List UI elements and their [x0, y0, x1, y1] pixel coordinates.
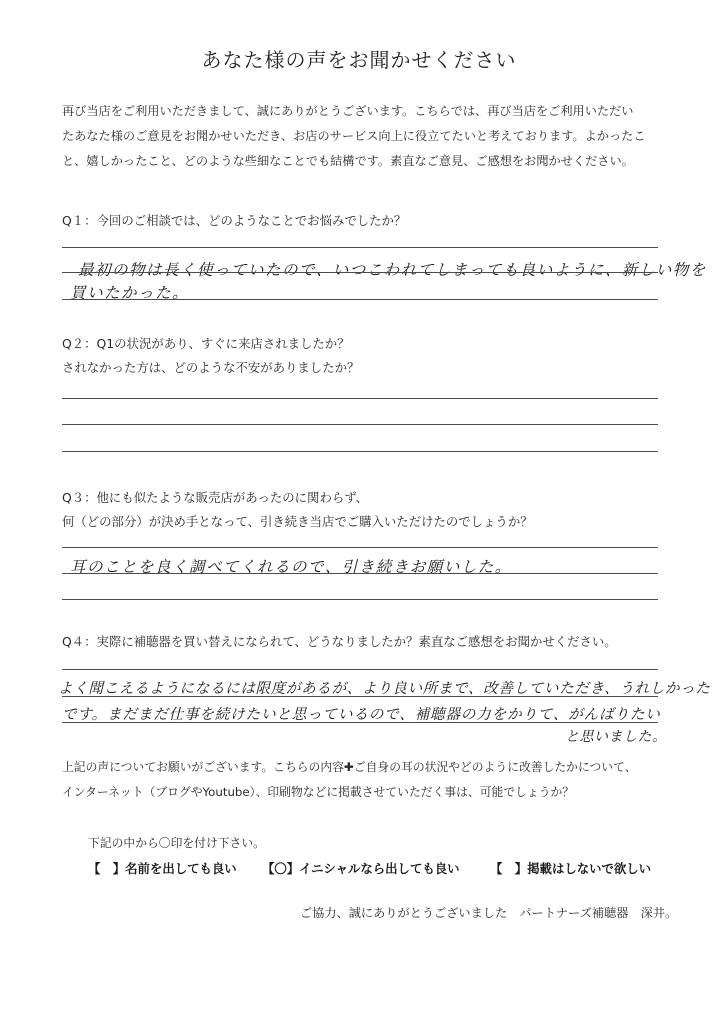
q3-rule-3 — [62, 599, 658, 600]
footer-thanks: ご協力、誠にありがとうございました パートナーズ補聴器 深井。 — [300, 906, 678, 920]
q2-rule-3 — [62, 451, 658, 452]
q2-rule-2 — [62, 424, 658, 425]
q1-answer-line-1: 最初の物は長く使っていたので、いつこわれてしまっても良いように、新しい物を — [78, 261, 707, 279]
q4-answer-line-1: よく聞こえるようになるには限度があるが、より良い所まで、改善していただき、うれしかった — [58, 680, 711, 697]
intro-line-1: 再び当店をご利用いただきまして、誠にありがとうございます。こちらでは、再び当店をご利用いただい — [62, 104, 634, 118]
option-no-publish: 【 】掲載はしないで欲しい — [490, 861, 652, 876]
q3-rule-2 — [62, 573, 658, 574]
q1-answer-line-2: 買いたかった。 — [70, 284, 190, 302]
q2-question-line-2: されなかった方は、どのような不安がありましたか？ — [62, 360, 360, 375]
q4-answer-line-2: です。まだまだ仕事を続けたいと思っているので、補聴器の力をかりて、がんばりたい — [62, 706, 661, 723]
q4-rule-1 — [62, 669, 658, 670]
permission-line-2: インターネット（ブログやYoutube）、印刷物などに掲載させていただく事は、可能でしょうか？ — [62, 785, 575, 799]
q2-question-line-1: Q２：Q1の状況があり、すぐに来店されましたか？ — [62, 336, 350, 351]
q3-rule-1 — [62, 547, 658, 548]
intro-line-2: たあなた様のご意見をお聞かせいただき、お店のサービス向上に役立てたいと考えております。よかったこ — [62, 129, 646, 143]
option-name-ok: 【 】名前を出しても良い — [88, 861, 237, 876]
option-initials-ok: 【〇】イニシャルなら出しても良い — [262, 861, 460, 876]
q2-rule-1 — [62, 398, 658, 399]
q4-rule-3 — [62, 722, 658, 723]
choice-instruction: 下記の中から〇印を付け下さい。 — [88, 836, 265, 850]
q3-answer-line-1: 耳のことを良く調べてくれるので、引き続きお願いした。 — [70, 558, 512, 576]
page-title: あなた様の声をお聞かせください — [201, 48, 517, 72]
q4-rule-2 — [62, 696, 658, 697]
q4-answer-line-3: と思いました。 — [565, 729, 667, 745]
permission-line-1: 上記の声についてお願いがございます。こちらの内容✚ご自身の耳の状況やどのように改善したかについて、 — [62, 760, 637, 774]
q1-question: Q１：今回のご相談では、どのようなことでお悩みでしたか？ — [62, 213, 407, 228]
q1-rule-3 — [62, 299, 658, 300]
q3-question-line-1: Q３：他にも似たような販売店があったのに関わらず、 — [62, 490, 369, 505]
q4-question: Q４：実際に補聴器を買い替えになられて、どうなりましたか？素直なご感想をお聞かせください。 — [62, 634, 617, 649]
intro-line-3: と、嬉しかったこと、どのような些細なことでも結構です。素直なご意見、ご感想をお聞かせください。 — [62, 154, 634, 168]
q1-rule-2 — [62, 272, 658, 273]
q1-rule-1 — [62, 247, 658, 248]
q3-question-line-2: 何（どの部分）が決め手となって、引き続き当店でご購入いただけたのでしょうか？ — [62, 514, 533, 529]
